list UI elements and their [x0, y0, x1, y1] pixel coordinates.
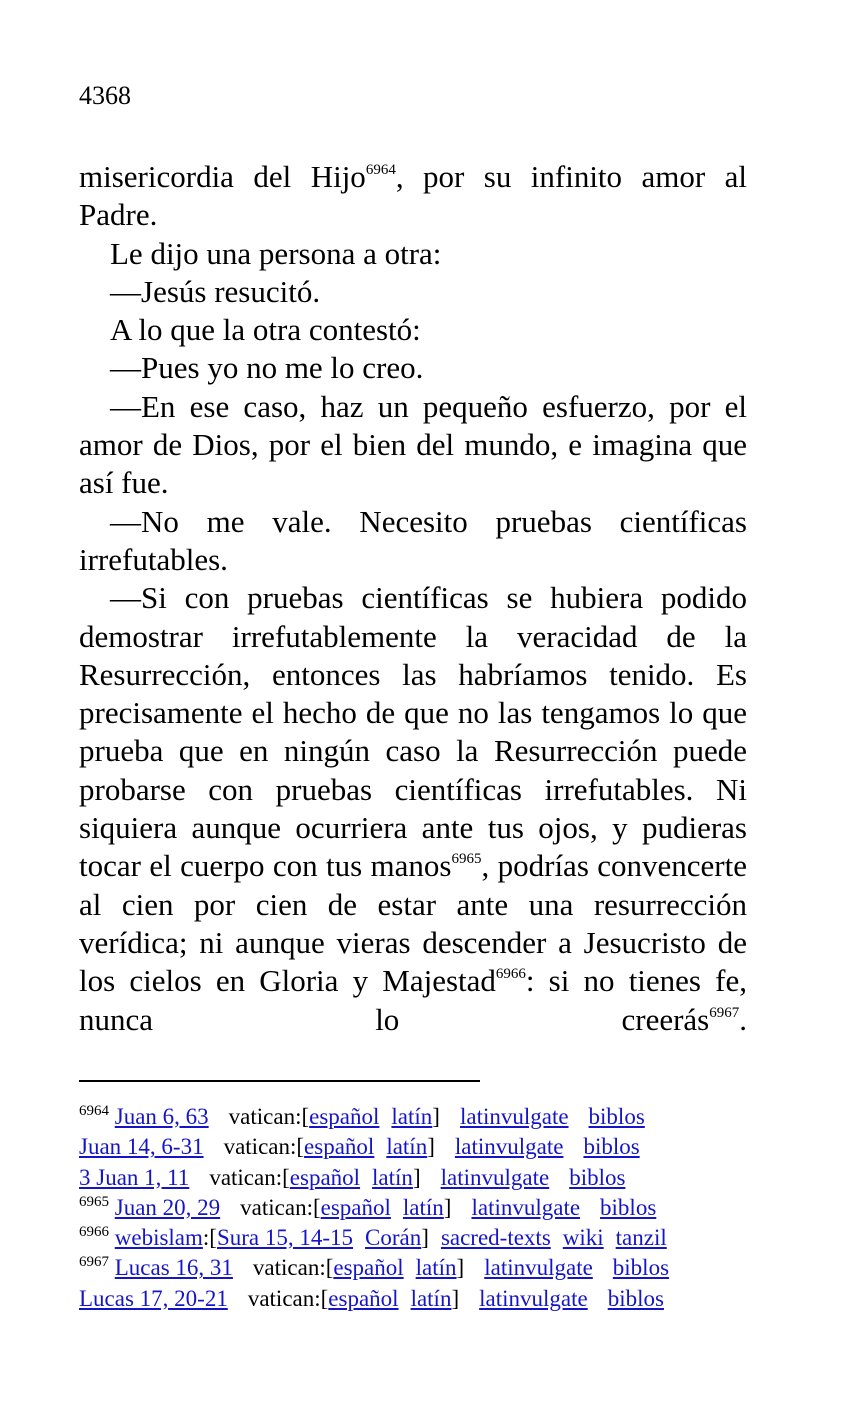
spanish-link[interactable]: español — [304, 1134, 375, 1160]
footnote-line: $^{6967}$ Lucas 16, 31 vatican:[español latín] latinvulgate biblos — [79, 1254, 670, 1281]
footnote-separator — [79, 1080, 480, 1082]
biblos-link[interactable]: biblos — [588, 1104, 645, 1129]
footnote-number: 6966 — [79, 1224, 109, 1241]
footnote-line: Lucas 17, 20-21 vatican:[español latín] latinvulgate biblos — [79, 1285, 664, 1311]
coran-link[interactable]: Corán — [365, 1225, 422, 1251]
paragraph: A lo que la otra contestó: — [110, 312, 421, 348]
latin-link[interactable]: latín — [386, 1134, 428, 1160]
footnote-ref[interactable]: 6966 — [495, 966, 526, 983]
biblos-link[interactable]: biblos — [569, 1164, 626, 1190]
bible-ref-link[interactable]: Juan 20, 29 — [114, 1194, 221, 1220]
footnote-ref[interactable]: 6967 — [709, 1004, 740, 1021]
sacred-texts-link[interactable]: sacred-texts — [440, 1225, 551, 1251]
spanish-link[interactable]: español — [309, 1104, 380, 1129]
footnote-number: 6965 — [79, 1193, 109, 1210]
bible-ref-link[interactable]: Lucas 17, 20-21 — [79, 1285, 228, 1311]
latin-link[interactable]: latín — [415, 1255, 457, 1281]
latin-link[interactable]: latín — [402, 1194, 444, 1220]
latin-link[interactable]: latín — [410, 1285, 452, 1311]
latin-link[interactable]: latín — [372, 1164, 413, 1190]
footnote-line: $^{6965}$ Juan 20, 29 vatican:[español latín] latinvulgate biblos — [79, 1193, 657, 1220]
dialogue-line: —Pues yo no me lo creo. — [110, 350, 424, 386]
footnotes — [79, 1102, 779, 1314]
webislam-link[interactable]: webislam — [114, 1225, 203, 1251]
bible-ref-link[interactable]: 3 Juan 1, 11 — [79, 1164, 190, 1190]
latinvulgate-link[interactable]: latinvulgate — [471, 1194, 581, 1220]
footnote-line: 3 Juan 1, 11 vatican:[español latín] latinvulgate biblos — [79, 1164, 626, 1190]
footnote-number: 6967 — [79, 1254, 109, 1271]
footnote-line: Juan 14, 6-31 vatican:[español latín] latinvulgate biblos — [79, 1134, 640, 1160]
latin-link[interactable]: latín — [391, 1104, 433, 1129]
dialogue-line: —En ese caso, haz un pequeño esfuerzo, por el amor de Dios, por el bien del mundo, e imagina que así fue. — [79, 388, 747, 501]
latinvulgate-link[interactable]: latinvulgate — [454, 1134, 564, 1160]
biblos-link[interactable]: biblos — [600, 1194, 657, 1220]
paragraph: misericordia del Hijo$^{6964}$, por su infinito amor al Padre. — [79, 159, 747, 233]
footnote-number: 6964 — [79, 1103, 109, 1119]
sura-link[interactable]: Sura 15, 14-15 — [216, 1225, 354, 1251]
biblos-link[interactable]: biblos — [583, 1134, 640, 1160]
dialogue-line: —Si con pruebas científicas se hubiera podido demostrar irrefutablemente la veracidad de la Resurrección, entonces las habríamos tenido. Es precisamente el hecho de que no las tengamos lo que prueba que en ningún caso la Resurrección puede probarse con pruebas científicas irrefutables. Ni siquiera aunque ocurriera ante tus ojos, y pudieras tocar el cuerpo con tus manos$^{6965}$, podrías convencerte al cien por cien de estar ante una resurrección verídica; ni aunque vieras descender a Jesucristo de los cielos en Gloria y Majestad$^{6966}$: si no tienes fe, nunca lo creerás$^{6967}$. — [79, 580, 747, 1037]
latinvulgate-link[interactable]: latinvulgate — [459, 1104, 569, 1129]
tanzil-link[interactable]: tanzil — [615, 1225, 667, 1251]
latinvulgate-link[interactable]: latinvulgate — [484, 1255, 593, 1281]
footnote-line: $^{6966}$ webislam:[Sura 15, 14-15 Corán] sacred-texts wiki tanzil — [79, 1224, 667, 1251]
bible-ref-link[interactable]: Juan 6, 63 — [114, 1104, 209, 1129]
dialogue-line: —Jesús resucitó. — [110, 273, 321, 309]
bible-ref-link[interactable]: Lucas 16, 31 — [114, 1255, 233, 1281]
biblos-link[interactable]: biblos — [607, 1285, 664, 1311]
latinvulgate-link[interactable]: latinvulgate — [479, 1285, 588, 1311]
bible-ref-link[interactable]: Juan 14, 6-31 — [79, 1134, 204, 1160]
latinvulgate-link[interactable]: latinvulgate — [440, 1164, 550, 1190]
dialogue-line: —No me vale. Necesito pruebas científicas irrefutables. — [79, 503, 747, 577]
spanish-link[interactable]: español — [328, 1285, 399, 1311]
spanish-link[interactable]: español — [289, 1164, 361, 1190]
paragraph: Le dijo una persona a otra: — [110, 235, 442, 271]
footnote-ref[interactable]: 6965 — [451, 851, 482, 868]
biblos-link[interactable]: biblos — [612, 1255, 670, 1281]
footnote-line: $^{6964}$ Juan 6, 63 vatican:[español latín] latinvulgate biblos — [79, 1103, 645, 1129]
wiki-link[interactable]: wiki — [562, 1225, 604, 1251]
page-number: 4368 — [79, 81, 131, 110]
spanish-link[interactable]: español — [320, 1194, 391, 1220]
spanish-link[interactable]: español — [333, 1255, 404, 1281]
main-text — [79, 158, 747, 1039]
footnote-ref[interactable]: 6964 — [365, 162, 396, 178]
